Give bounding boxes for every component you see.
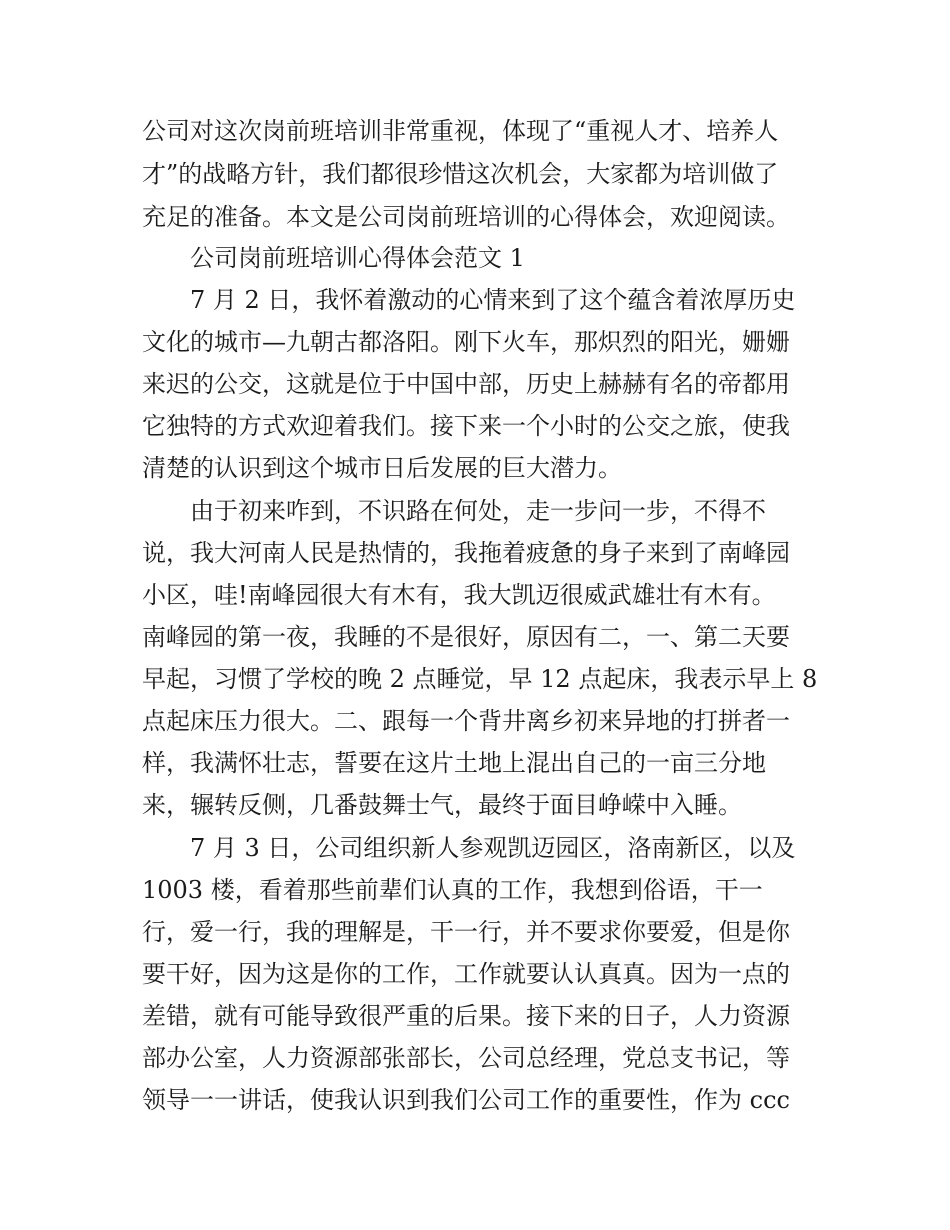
text-line: 文化的城市—九朝古都洛阳。刚下火车，那炽烈的阳光，姗姗 <box>142 328 790 356</box>
section-heading: 公司岗前班培训心得体会范文 1 <box>190 244 525 272</box>
text-line: 领导一一讲话，使我认识到我们公司工作的重要性，作为 ccc <box>142 1086 790 1114</box>
text-line: 南峰园的第一夜，我睡的不是很好，原因有二，一、第二天要 <box>142 623 790 651</box>
text-line: 点起床压力很大。二、跟每一个背井离乡初来异地的打拼者一 <box>142 707 790 735</box>
text-line: 部办公室，人力资源部张部长，公司总经理，党总支书记，等 <box>142 1044 790 1072</box>
text-line: 来，辗转反侧，几番鼓舞士气，最终于面目峥嵘中入睡。 <box>142 791 742 819</box>
text-line: 来迟的公交，这就是位于中国中部，历史上赫赫有名的帝都用 <box>142 370 790 398</box>
text-line: 1003 楼，看着那些前辈们认真的工作，我想到俗语，干一 <box>142 876 763 904</box>
text-line: 清楚的认识到这个城市日后发展的巨大潜力。 <box>142 454 622 482</box>
text-line: 说，我大河南人民是热情的，我拖着疲惫的身子来到了南峰园 <box>142 539 790 567</box>
text-line: 样，我满怀壮志，誓要在这片土地上混出自己的一亩三分地 <box>142 749 766 777</box>
text-line: 行，爱一行，我的理解是，干一行，并不要求你要爱，但是你 <box>142 918 790 946</box>
text-line: 由于初来咋到，不识路在何处，走一步问一步，不得不 <box>190 497 766 525</box>
text-line: 早起，习惯了学校的晚 2 点睡觉，早 12 点起床，我表示早上 8 <box>142 665 818 693</box>
text-line: 差错，就有可能导致很严重的后果。接下来的日子，人力资源 <box>142 1002 790 1030</box>
text-line: 7 月 2 日，我怀着激动的心情来到了这个蕴含着浓厚历史 <box>190 286 796 314</box>
text-line: 要干好，因为这是你的工作，工作就要认认真真。因为一点的 <box>142 960 790 988</box>
text-line: 小区，哇!南峰园很大有木有，我大凯迈很威武雄壮有木有。 <box>142 581 776 609</box>
text-line: 它独特的方式欢迎着我们。接下来一个小时的公交之旅，使我 <box>142 412 790 440</box>
text-line: 公司对这次岗前班培训非常重视，体现了“重视人才、培养人 <box>142 117 779 145</box>
text-line: 充足的准备。本文是公司岗前班培训的心得体会，欢迎阅读。 <box>142 203 790 231</box>
text-line: 7 月 3 日，公司组织新人参观凯迈园区，洛南新区，以及 <box>190 834 796 862</box>
text-line: 才”的战略方针，我们都很珍惜这次机会，大家都为培训做了 <box>142 160 779 188</box>
